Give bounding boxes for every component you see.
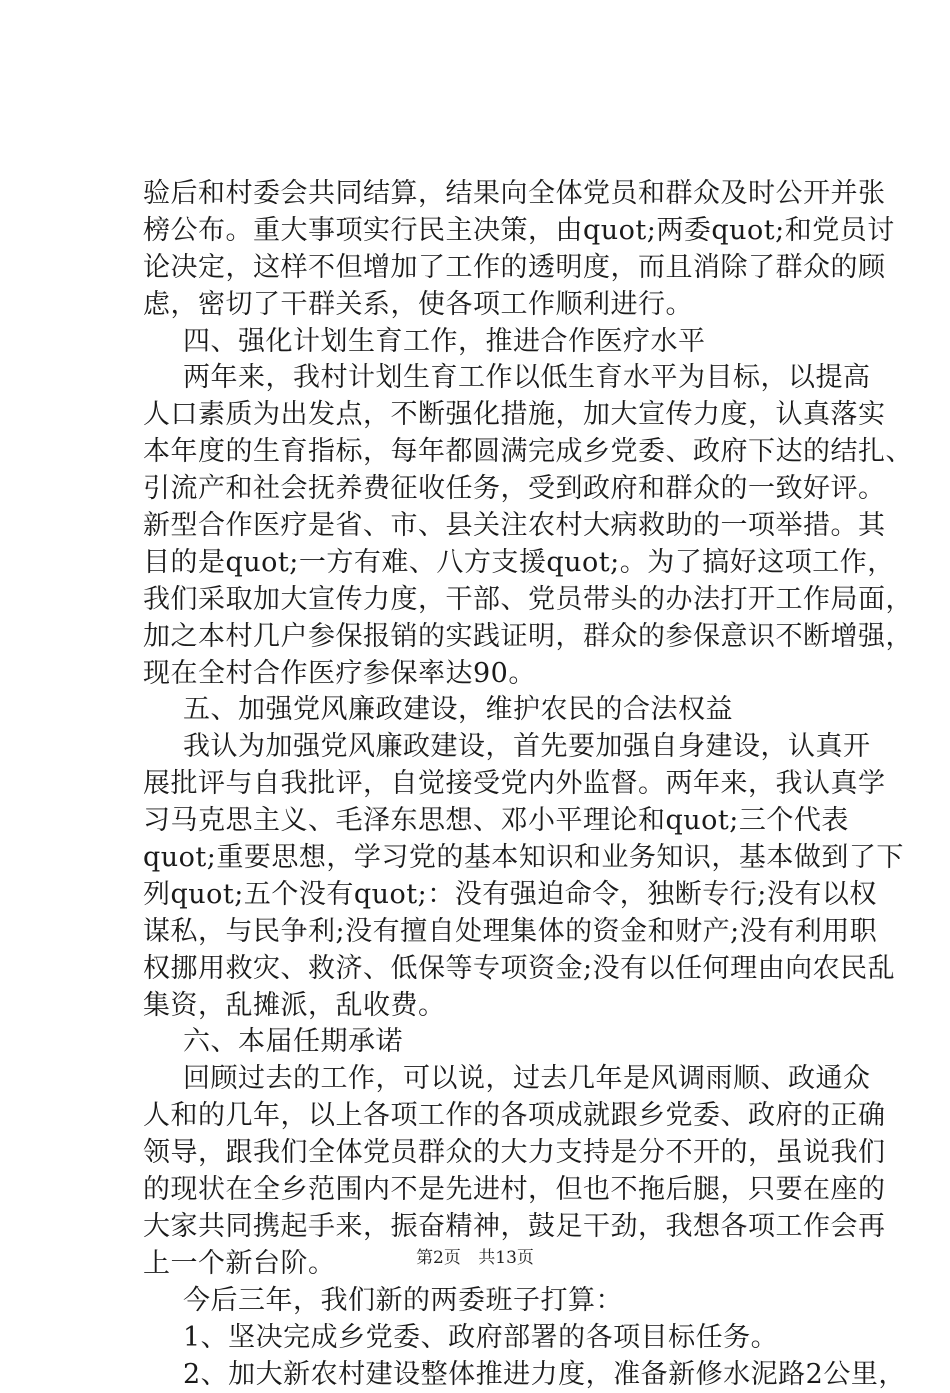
text-line: 我们采取加大宣传力度，干部、党员带头的办法打开工作局面， <box>143 582 843 619</box>
text-line: 本年度的生育指标，每年都圆满完成乡党委、政府下达的结扎、 <box>143 434 843 471</box>
text-line: 虑，密切了干群关系，使各项工作顺利进行。 <box>143 287 843 324</box>
text-line: 权挪用救灾、救济、低保等专项资金;没有以任何理由向农民乱 <box>143 951 843 988</box>
text-line: 展批评与自我批评，自觉接受党内外监督。两年来，我认真学 <box>143 766 843 803</box>
text-line: 谋私，与民争利;没有擅自处理集体的资金和财产;没有利用职 <box>143 914 843 951</box>
text-line: 人和的几年，以上各项工作的各项成就跟乡党委、政府的正确 <box>143 1098 843 1135</box>
list-item: 2、加大新农村建设整体推进力度，准备新修水泥路2公里， <box>143 1357 843 1393</box>
text-line: 目的是quot;一方有难、八方支援quot;。为了搞好这项工作， <box>143 545 843 582</box>
text-line: 我认为加强党风廉政建设，首先要加强自身建设，认真开 <box>143 729 843 766</box>
section-heading: 四、强化计划生育工作，推进合作医疗水平 <box>143 324 843 361</box>
text-line: 习马克思主义、毛泽东思想、邓小平理论和quot;三个代表 <box>143 803 843 840</box>
document-body <box>143 176 843 1393</box>
text-line: 人口素质为出发点，不断强化措施，加大宣传力度，认真落实 <box>143 397 843 434</box>
text-line: 验后和村委会共同结算，结果向全体党员和群众及时公开并张 <box>143 176 843 213</box>
section-heading: 六、本届任期承诺 <box>143 1024 843 1061</box>
text-line: 大家共同携起手来，振奋精神，鼓足干劲，我想各项工作会再 <box>143 1209 843 1246</box>
page-number: 第2页 <box>416 1248 461 1268</box>
text-line: 集资，乱摊派，乱收费。 <box>143 988 843 1025</box>
text-line: 榜公布。重大事项实行民主决策，由quot;两委quot;和党员讨 <box>143 213 843 250</box>
text-line: 现在全村合作医疗参保率达90。 <box>143 656 843 693</box>
page-total: 共13页 <box>478 1248 534 1268</box>
section-heading: 五、加强党风廉政建设，维护农民的合法权益 <box>143 692 843 729</box>
text-line: 新型合作医疗是省、市、县关注农村大病救助的一项举措。其 <box>143 508 843 545</box>
text-line: quot;重要思想，学习党的基本知识和业务知识，基本做到了下 <box>143 840 843 877</box>
text-line: 两年来，我村计划生育工作以低生育水平为目标，以提高 <box>143 360 843 397</box>
text-line: 论决定，这样不但增加了工作的透明度，而且消除了群众的顾 <box>143 250 843 287</box>
page-footer <box>0 1247 950 1269</box>
text-line: 上一个新台阶。 <box>143 1246 843 1283</box>
text-line: 引流产和社会抚养费征收任务，受到政府和群众的一致好评。 <box>143 471 843 508</box>
text-line: 回顾过去的工作，可以说，过去几年是风调雨顺、政通众 <box>143 1061 843 1098</box>
text-line: 今后三年，我们新的两委班子打算： <box>143 1283 843 1320</box>
text-line: 的现状在全乡范围内不是先进村，但也不拖后腿，只要在座的 <box>143 1172 843 1209</box>
text-line: 领导，跟我们全体党员群众的大力支持是分不开的，虽说我们 <box>143 1135 843 1172</box>
text-line: 列quot;五个没有quot;：没有强迫命令，独断专行;没有以权 <box>143 877 843 914</box>
list-item: 1、坚决完成乡党委、政府部署的各项目标任务。 <box>143 1320 843 1357</box>
text-line: 加之本村几户参保报销的实践证明，群众的参保意识不断增强， <box>143 619 843 656</box>
